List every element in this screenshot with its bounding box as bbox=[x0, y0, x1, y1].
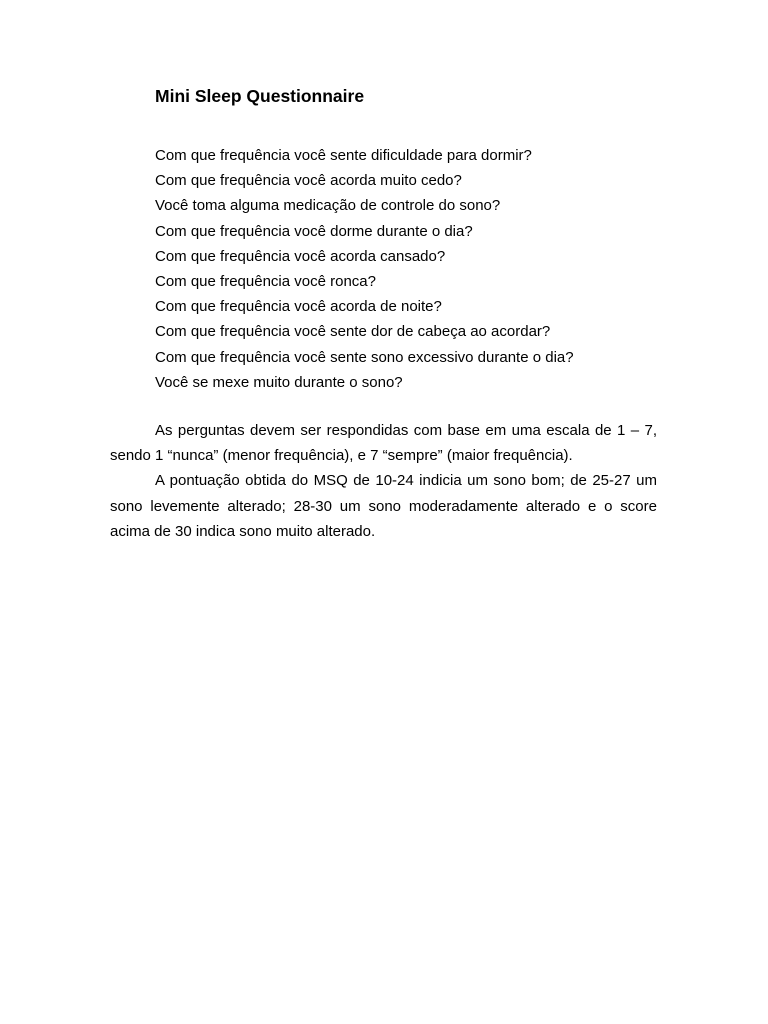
question-item: Com que frequência você sente dificuldade para dormir? bbox=[155, 147, 532, 164]
question-item: Com que frequência você acorda muito cedo? bbox=[155, 172, 462, 190]
question-item: Com que frequência você acorda cansado? bbox=[155, 247, 446, 265]
question-item: Com que frequência você sente dor de cabeça ao acordar? bbox=[155, 323, 551, 341]
question-item: Com que frequência você sente sono excessivo durante o dia? bbox=[155, 348, 574, 366]
document-title: Mini Sleep Questionnaire bbox=[155, 86, 365, 106]
question-list bbox=[155, 143, 574, 395]
scale-paragraph: As perguntas devem ser respondidas com base em uma escala de 1 – 7, sendo 1 “nunca” (menor frequência), e 7 “sempre” (maior frequência). bbox=[110, 422, 657, 465]
body-text bbox=[110, 418, 657, 544]
question-item: Você se mexe muito durante o sono? bbox=[155, 373, 403, 391]
question-item: Com que frequência você acorda de noite? bbox=[155, 298, 442, 316]
question-item: Você toma alguma medicação de controle do sono? bbox=[155, 197, 501, 215]
question-item: Com que frequência você dorme durante o dia? bbox=[155, 222, 473, 240]
scoring-paragraph: A pontuação obtida do MSQ de 10-24 indicia um sono bom; de 25-27 um sono levemente alterado; 28-30 um sono moderadamente alterado e o score acima de 30 indica sono muito alterado. bbox=[110, 472, 657, 540]
question-item: Com que frequência você ronca? bbox=[155, 272, 376, 290]
